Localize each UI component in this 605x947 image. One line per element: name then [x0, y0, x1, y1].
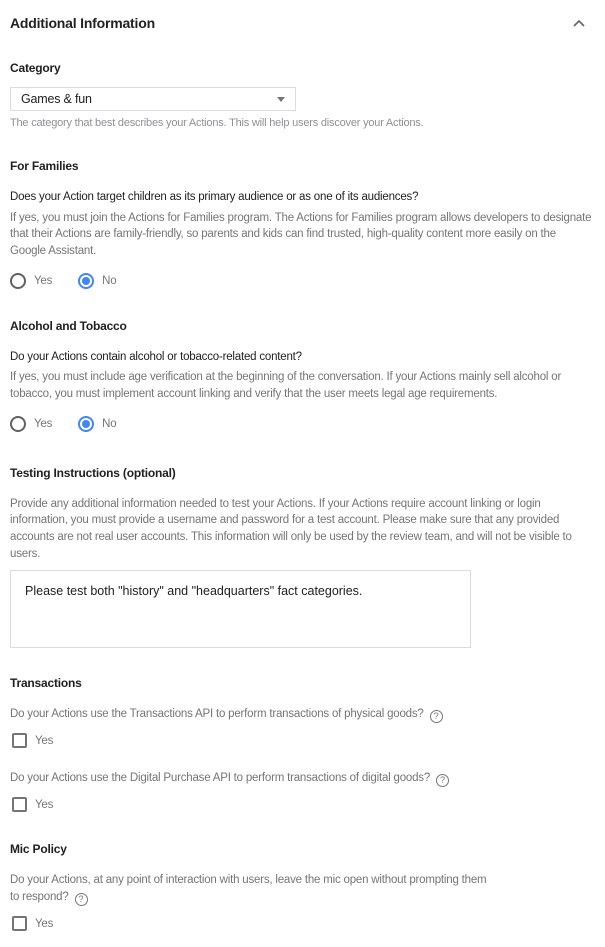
radio-button-icon[interactable]	[10, 273, 26, 289]
transactions-section	[10, 676, 593, 812]
page-title: Additional Information	[10, 15, 155, 31]
alcohol-tobacco-radio-group	[10, 416, 593, 432]
for-families-radio-no[interactable]	[78, 273, 116, 289]
question-text: Do your Actions use the Transactions API to perform transactions of physical goods?	[10, 708, 424, 721]
mic-policy-question	[10, 872, 494, 906]
question-text: Do your Actions, at any point of interaction with users, leave the mic open without prompting them to respond?	[10, 874, 487, 904]
alcohol-tobacco-heading: Alcohol and Tobacco	[10, 318, 127, 333]
transactions-physical-question	[10, 706, 593, 723]
transactions-digital-question	[10, 770, 593, 787]
testing-instructions-description: Provide any additional information needed to test your Actions. If your Actions require account linking or login information, you must provide a username and password for a test account. Please make sure that any provided accounts are not real user accounts. This information will only be used by the review team, and will not be visible to users.	[10, 497, 572, 560]
testing-instructions-section	[10, 466, 593, 649]
transactions-heading: Transactions	[10, 676, 82, 691]
checkbox-label-yes[interactable]: Yes	[35, 798, 54, 811]
for-families-description: If yes, you must join the Actions for Families program. The Actions for Families program allows developers to designate that their Actions are family-friendly, so parents and kids can find trusted, high-quality content more easily on the Google Assistant.	[10, 211, 592, 258]
mic-policy-checkbox-row[interactable]	[12, 916, 593, 931]
section-header	[10, 15, 593, 31]
radio-label-yes[interactable]: Yes	[34, 417, 53, 430]
for-families-radio-yes[interactable]	[10, 273, 52, 289]
testing-instructions-heading: Testing Instructions (optional)	[10, 465, 176, 480]
chevron-up-icon	[573, 20, 585, 27]
category-label: Category	[10, 61, 61, 75]
radio-label-no[interactable]: No	[102, 417, 117, 430]
category-helper-text: The category that best describes your Actions. This will help users discover your Actions.	[10, 117, 424, 129]
alcohol-tobacco-description: If yes, you must include age verification at the beginning of the conversation. If your Actions mainly sell alcohol or tobacco, you must implement account linking and verify that the user meets legal age requirements.	[10, 371, 562, 401]
collapse-section-button[interactable]	[571, 18, 587, 29]
mic-policy-section	[10, 842, 593, 931]
checkbox-label-yes[interactable]: Yes	[35, 917, 54, 930]
category-select[interactable]	[10, 87, 296, 111]
dropdown-caret-icon	[277, 97, 285, 102]
alcohol-tobacco-radio-yes[interactable]	[10, 416, 52, 432]
checkbox-label-yes[interactable]: Yes	[35, 734, 54, 747]
for-families-radio-group	[10, 273, 593, 289]
radio-button-icon[interactable]	[78, 416, 94, 432]
checkbox-icon[interactable]	[12, 916, 27, 931]
radio-label-yes[interactable]: Yes	[34, 274, 53, 287]
for-families-heading: For Families	[10, 159, 79, 173]
mic-policy-heading: Mic Policy	[10, 842, 67, 857]
for-families-question: Does your Action target children as its primary audience or as one of its audiences?	[10, 191, 419, 203]
for-families-section	[10, 159, 593, 289]
radio-button-icon[interactable]	[10, 416, 26, 432]
alcohol-tobacco-radio-no[interactable]	[78, 416, 116, 432]
checkbox-icon[interactable]	[12, 797, 27, 812]
transactions-digital-checkbox-row[interactable]	[12, 797, 593, 812]
testing-instructions-input[interactable]	[10, 570, 471, 648]
transactions-physical-checkbox-row[interactable]	[12, 733, 593, 748]
radio-button-icon[interactable]	[78, 273, 94, 289]
help-icon[interactable]: ?	[75, 893, 88, 906]
checkbox-icon[interactable]	[12, 733, 27, 748]
help-icon[interactable]: ?	[436, 774, 449, 787]
alcohol-tobacco-section	[10, 319, 593, 432]
radio-label-no[interactable]: No	[102, 274, 117, 287]
alcohol-tobacco-question: Do your Actions contain alcohol or tobacco-related content?	[10, 350, 302, 363]
category-selected-value: Games & fun	[21, 92, 92, 106]
help-icon[interactable]: ?	[430, 710, 443, 723]
question-text: Do your Actions use the Digital Purchase API to perform transactions of digital goods?	[10, 772, 431, 785]
